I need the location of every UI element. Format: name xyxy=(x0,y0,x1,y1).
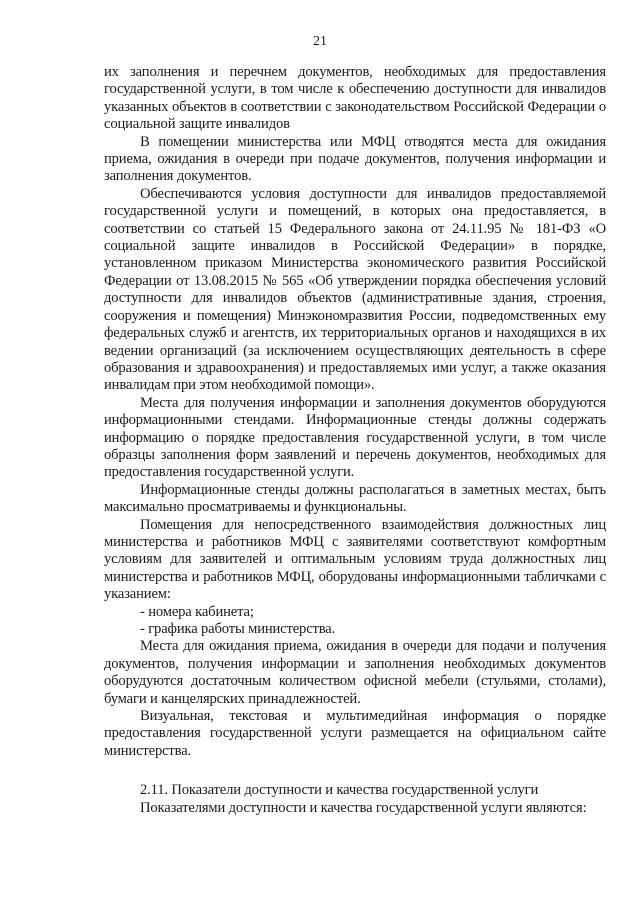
page-number: 21 xyxy=(313,34,327,49)
paragraph-waiting-furniture: Места для ожидания приема, ожидания в очереди для подачи и получения документов, получения информации и заполнения необходимых документов оборудуются достаточным количеством офисной мебели (стульями, столами), бумаги и канцелярских принадлежностей. xyxy=(104,638,606,707)
paragraph-waiting-areas: В помещении министерства или МФЦ отводятся места для ожидания приема, ожидания в очереди при подаче документов, получения информации и заполнения документов. xyxy=(104,133,606,185)
paragraph-stands-placement: Информационные стенды должны располагаться в заметных местах, быть максимально просматриваемы и функциональны. xyxy=(104,481,606,516)
section-intro: Показателями доступности и качества государственной услуги являются: xyxy=(140,799,587,816)
paragraph-multimedia-info: Визуальная, текстовая и мультимедийная информация о порядке предоставления государственной услуги размещается на официальном сайте министерства. xyxy=(104,708,606,759)
paragraph-info-stands: Места для получения информации и заполнения документов оборудуются информационными стендами. Информационные стенды должны содержать информацию о порядке предоставления государственной услуги, в том числе образцы заполнения форм заявлений и перечень документов, необходимых для предоставления государственной услуги. xyxy=(104,394,606,481)
paragraph-interaction-rooms: Помещения для непосредственного взаимодействия должностных лиц министерства и работников МФЦ с заявителями соответствуют комфортным условиям для заявителей и оптимальным условиям труда должностных лиц министерства и работников МФЦ, оборудованы информационными табличками с указанием: xyxy=(104,516,606,603)
paragraph-accessibility: Обеспечиваются условия доступности для инвалидов предоставляемой государственной услуги и помещений, в которых она предоставляется, в соответствии со статьей 15 Федерального закона от 24.11.95 № 181-ФЗ «О социальной защите инвалидов в Российской Федерации» в порядке, установленном приказом Министерства экономического развития Российской Федерации от 13.08.2015 № 565 «Об утверждении порядка обеспечения условий доступности для инвалидов объектов (административные здания, строения, сооружения и помещения) Минэкономразвития России, подведомственных ему федеральных служб и агентств, их территориальных органов и находящихся в их ведении организаций (за исключением осуществляющих деятельность в сфере образования и здравоохранения) и предоставляемых ими услуг, а также оказания инвалидам при этом необходимой помощи». xyxy=(104,185,606,394)
list-item-office-number: - номера кабинета; xyxy=(140,603,254,620)
paragraph-continuation: их заполнения и перечнем документов, необходимых для предоставления государственной услуги, в том числе к обеспечению доступности для инвалидов указанных объектов в соответствии с законодательством Российской Федерации о социальной защите инвалидов xyxy=(104,64,606,133)
document-body xyxy=(104,64,606,817)
list-item-work-schedule: - графика работы министерства. xyxy=(140,621,336,637)
section-heading: 2.11. Показатели доступности и качества государственной услуги xyxy=(140,782,539,799)
